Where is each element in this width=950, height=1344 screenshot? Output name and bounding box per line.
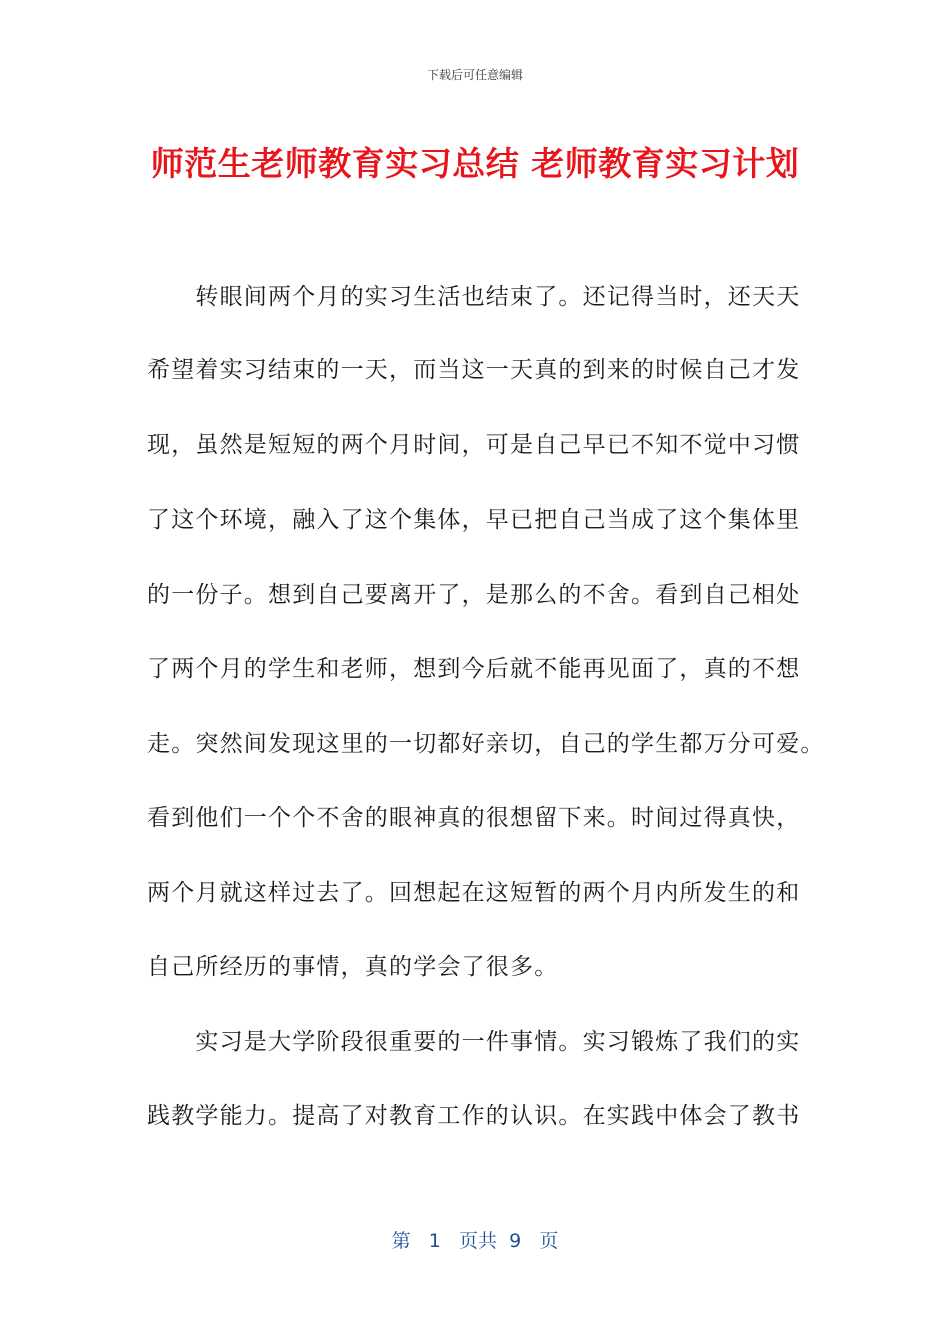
current-page-number: 1 [428,1230,441,1252]
body-line: 看到他们一个个不舍的眼神真的很想留下来。时间过得真快， [147,805,801,831]
header-note: 下载后可任意编辑 [426,68,523,82]
body-line: 的一份子。想到自己要离开了，是那么的不舍。看到自己相处 [147,582,801,608]
document-title: 师范生老师教育实习总结 老师教育实习计划 [150,144,800,183]
body-line: 希望着实习结束的一天，而当这一天真的到来的时候自己才发 [147,357,801,383]
page-label-suffix: 页 [539,1230,559,1252]
body-line: 了两个月的学生和老师，想到今后就不能再见面了，真的不想 [147,656,801,682]
body-line: 践教学能力。提高了对教育工作的认识。在实践中体会了教书 [147,1103,801,1129]
body-line: 实习是大学阶段很重要的一件事情。实习锻炼了我们的实 [147,1029,801,1055]
body-line: 转眼间两个月的实习生活也结束了。还记得当时，还天天 [147,284,801,310]
page-label-prefix: 第 [391,1230,411,1252]
page-footer [0,1226,950,1253]
body-line: 两个月就这样过去了。回想起在这短暂的两个月内所发生的和 [147,880,801,906]
page-label-mid: 页共 [459,1230,498,1252]
total-pages-number: 9 [509,1230,522,1252]
body-line: 自己所经历的事情，真的学会了很多。 [147,954,559,980]
body-line: 了这个环境，融入了这个集体，早已把自己当成了这个集体里 [147,507,801,533]
body-line: 走。突然间发现这里的一切都好亲切，自己的学生都万分可爱。 [147,731,825,757]
body-line: 现，虽然是短短的两个月时间，可是自己早已不知不觉中习惯 [147,432,801,458]
